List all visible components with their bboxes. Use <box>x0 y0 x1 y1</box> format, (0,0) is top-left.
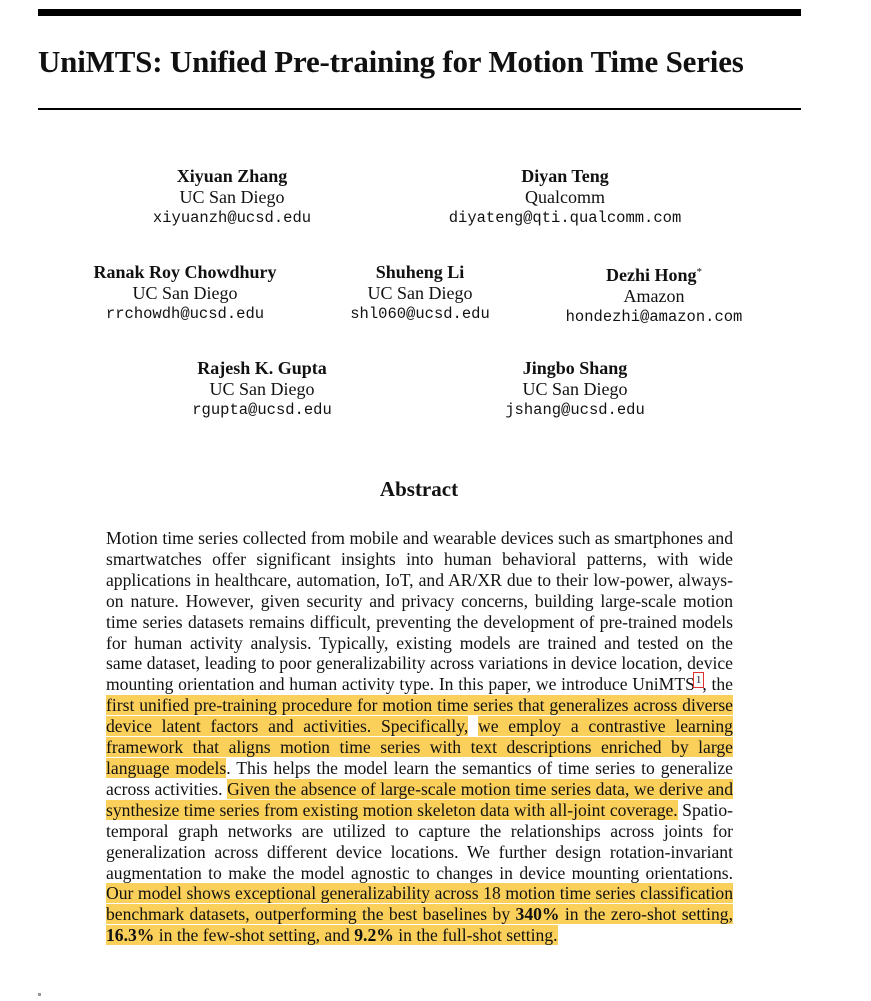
author-block <box>162 358 362 421</box>
author-affiliation: UC San Diego <box>179 187 285 207</box>
paper-title: UniMTS: Unified Pre-training for Motion Time Series <box>38 44 744 79</box>
author-name-text: Dezhi Hong <box>605 265 697 285</box>
author-block <box>320 262 520 325</box>
footnote-link[interactable] <box>695 674 703 695</box>
abstract-text: , the <box>702 674 733 695</box>
author-block <box>544 262 764 328</box>
author-block <box>132 166 332 229</box>
author-email[interactable]: rgupta@ucsd.edu <box>192 401 332 419</box>
corresponding-author-marker: * <box>696 266 702 278</box>
author-email[interactable]: jshang@ucsd.edu <box>505 401 645 419</box>
author-block <box>75 262 295 325</box>
abstract-body <box>106 528 733 946</box>
highlighted-text: first unified pre-training procedure for motion time series that generalizes across diverse device latent factors and activities. Specifically, <box>106 695 733 737</box>
title-rule-bottom <box>38 108 801 110</box>
author-affiliation: Qualcomm <box>525 187 605 207</box>
author-name <box>544 262 764 286</box>
author-email[interactable]: shl060@ucsd.edu <box>350 305 490 323</box>
author-name: Ranak Roy Chowdhury <box>93 262 277 282</box>
result-full-shot: 9.2% <box>354 925 394 946</box>
author-email[interactable]: hondezhi@amazon.com <box>565 308 743 326</box>
author-name: Xiyuan Zhang <box>176 166 288 186</box>
page-edge-mark <box>38 993 41 996</box>
abstract-text: . This helps the model learn the semantics of time series to generalize across activities. <box>106 757 733 799</box>
author-affiliation: UC San Diego <box>132 283 238 303</box>
author-name: Shuheng Li <box>375 262 465 282</box>
author-affiliation: Amazon <box>623 286 685 306</box>
author-email[interactable]: xiyuanzh@ucsd.edu <box>152 209 312 227</box>
highlighted-text-part: in the few-shot setting, and <box>154 925 355 946</box>
author-name: Rajesh K. Gupta <box>197 358 327 378</box>
highlighted-text-part: in the full-shot setting. <box>393 925 558 946</box>
abstract-text: Spatio-temporal graph networks are utilized to capture the relationships across joints for generalization across different device locations. We further design rotation-invariant augmentation to make the model agnostic to changes in device mounting orientations. <box>106 799 733 883</box>
footnote-marker[interactable]: 1 <box>695 674 702 687</box>
abstract-heading: Abstract <box>379 477 459 501</box>
author-affiliation: UC San Diego <box>522 379 628 399</box>
highlighted-text: we employ a contrastive learning framework that aligns motion time series with text descriptions enriched by large language models <box>106 716 733 778</box>
highlighted-text <box>106 883 733 945</box>
author-block <box>415 166 715 229</box>
author-email[interactable]: diyateng@qti.qualcomm.com <box>448 209 682 227</box>
result-few-shot: 16.3% <box>106 925 155 946</box>
author-affiliation: UC San Diego <box>209 379 315 399</box>
author-affiliation: UC San Diego <box>367 283 473 303</box>
highlighted-text-part: in the zero-shot setting, <box>559 904 734 925</box>
abstract-text <box>468 716 478 736</box>
author-email[interactable]: rrchowdh@ucsd.edu <box>105 305 265 323</box>
author-name: Jingbo Shang <box>522 358 628 378</box>
title-rule-top <box>38 9 801 16</box>
highlighted-text: Given the absence of large-scale motion time series data, we derive and synthesize time series from existing motion skeleton data with all-joint coverage. <box>106 778 733 820</box>
author-block <box>475 358 675 421</box>
result-zero-shot: 340% <box>515 904 560 925</box>
highlighted-text-part: Our model shows exceptional generalizability across 18 motion time series classification benchmark datasets, outperforming the best baselines by <box>106 883 733 925</box>
abstract-text: Motion time series collected from mobile and wearable devices such as smartphones and smartwatches offer significant insights into human behavioral patterns, with wide applications in healthcare, automation, IoT, and AR/XR due to their low-power, always-on nature. However, given security and privacy concerns, building large-scale motion time series datasets remains difficult, preventing the development of pre-trained models for human activity analysis. Typically, existing models are trained and tested on the same dataset, leading to poor generalizability across variations in device location, device mounting orientation and human activity type. In this paper, we introduce UniMTS <box>106 528 733 695</box>
author-name: Diyan Teng <box>521 166 609 186</box>
